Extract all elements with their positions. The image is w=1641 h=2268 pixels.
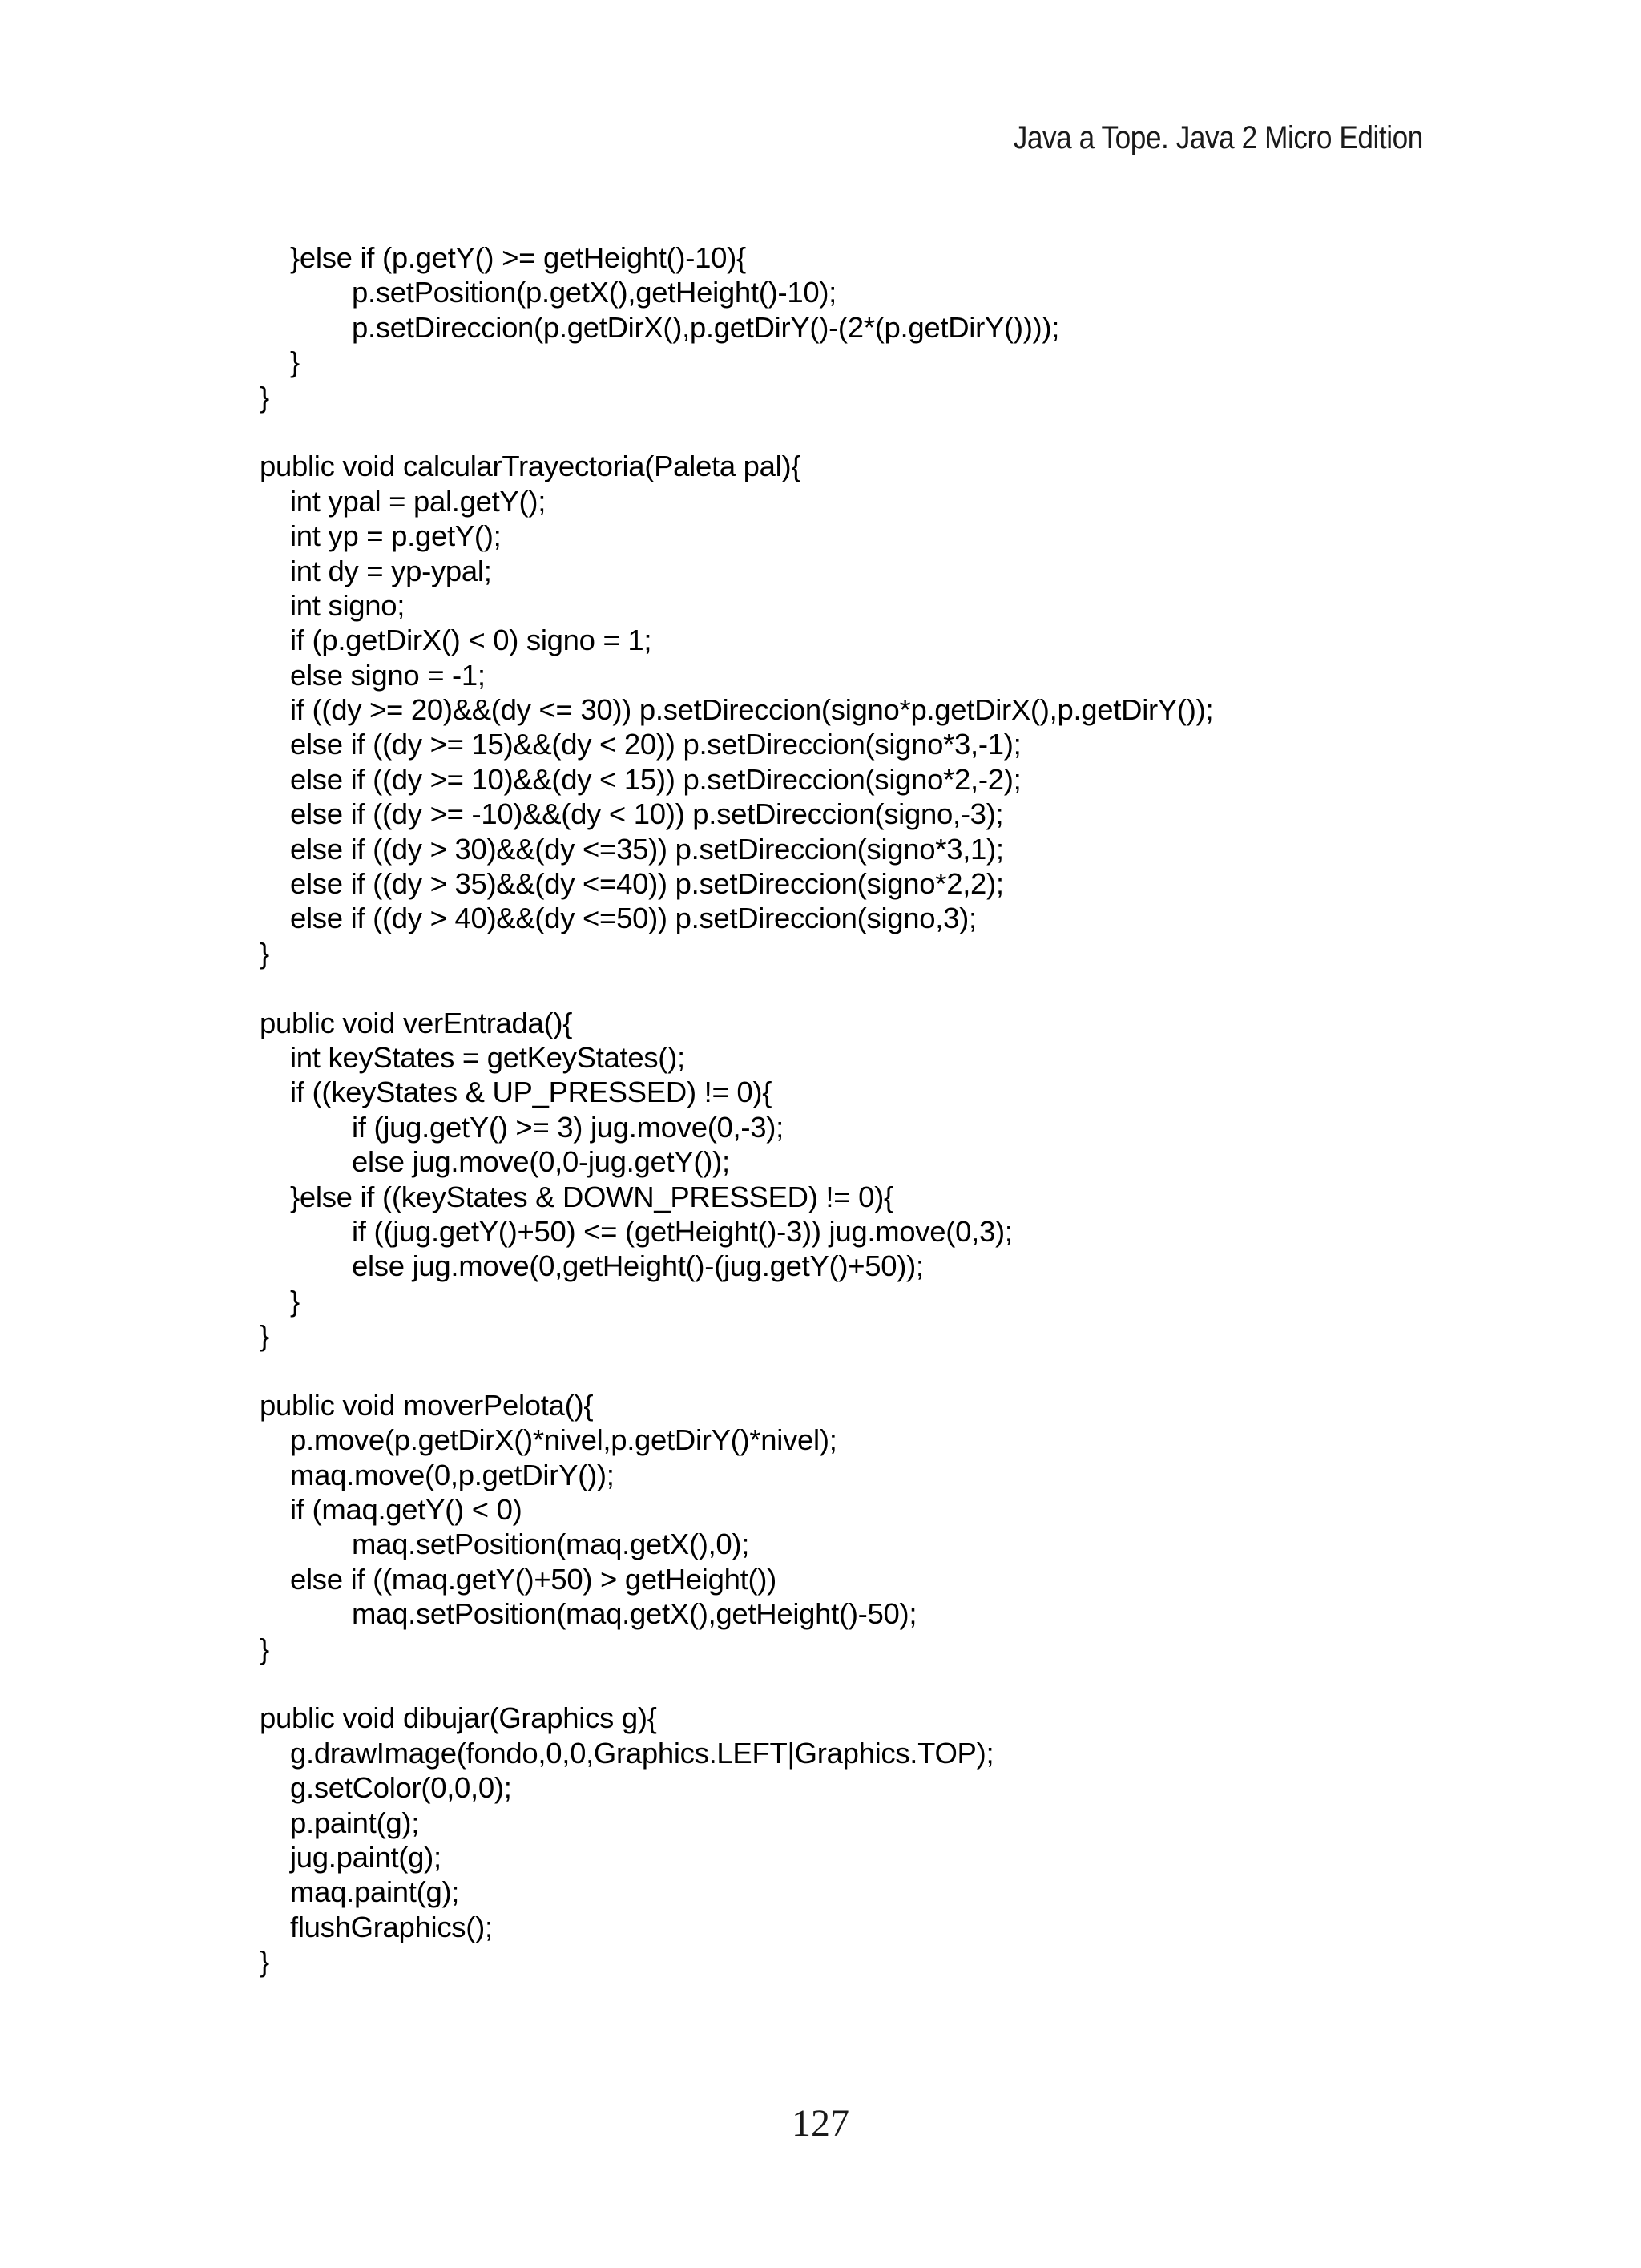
code-line: else if ((dy >= 10)&&(dy < 15)) p.setDireccion(signo*2,-2); <box>290 762 1022 796</box>
code-line: p.setDireccion(p.getDirX(),p.getDirY()-(2*(p.getDirY()))); <box>352 310 1060 344</box>
code-line <box>260 1666 1622 1701</box>
code-line: }else if (p.getY() >= getHeight()-10){ <box>290 241 746 274</box>
code-line: maq.move(0,p.getDirY()); <box>290 1458 615 1491</box>
code-line: else if ((dy >= -10)&&(dy < 10)) p.setDireccion(signo,-3); <box>290 797 1004 831</box>
code-line: int ypal = pal.getY(); <box>290 484 546 518</box>
code-line: else jug.move(0,getHeight()-(jug.getY()+50)); <box>352 1249 924 1283</box>
code-line: } <box>260 1945 269 1979</box>
code-line: g.drawImage(fondo,0,0,Graphics.LEFT|Graphics.TOP); <box>290 1736 994 1770</box>
code-line: p.setPosition(p.getX(),getHeight()-10); <box>352 276 837 309</box>
code-line: flushGraphics(); <box>290 1910 493 1943</box>
code-line: maq.setPosition(maq.getX(),0); <box>352 1527 750 1561</box>
code-line: } <box>260 1632 269 1665</box>
code-line: public void verEntrada(){ <box>260 1006 573 1039</box>
code-line <box>260 414 1622 449</box>
code-line: else if ((dy > 40)&&(dy <=50)) p.setDireccion(signo,3); <box>290 902 977 935</box>
code-line: if ((dy >= 20)&&(dy <= 30)) p.setDireccion(signo*p.getDirX(),p.getDirY()); <box>290 693 1214 727</box>
code-line: } <box>260 1319 269 1353</box>
code-line: int signo; <box>290 588 405 622</box>
code-line: else if ((dy > 35)&&(dy <=40)) p.setDireccion(signo*2,2); <box>290 867 1004 901</box>
code-line: } <box>290 1284 300 1318</box>
code-line: }else if ((keyStates & DOWN_PRESSED) != 0){ <box>290 1180 893 1213</box>
code-line: public void moverPelota(){ <box>260 1388 594 1422</box>
code-line: if (maq.getY() < 0) <box>290 1493 522 1527</box>
code-line: public void calcularTrayectoria(Paleta pal){ <box>260 450 801 483</box>
code-line: } <box>290 345 300 379</box>
code-line: p.move(p.getDirX()*nivel,p.getDirY()*nivel); <box>290 1423 837 1457</box>
code-line: maq.setPosition(maq.getX(),getHeight()-50); <box>352 1597 917 1631</box>
code-line: else if ((dy > 30)&&(dy <=35)) p.setDireccion(signo*3,1); <box>290 832 1004 866</box>
code-line: else signo = -1; <box>290 658 486 692</box>
page-number: 127 <box>792 2102 849 2145</box>
code-line: if (p.getDirX() < 0) signo = 1; <box>290 623 652 657</box>
code-line: int dy = yp-ypal; <box>290 554 492 587</box>
code-line <box>260 1354 1622 1388</box>
code-line: else if ((dy >= 15)&&(dy < 20)) p.setDireccion(signo*3,-1); <box>290 728 1022 761</box>
code-line: else jug.move(0,0-jug.getY()); <box>352 1145 730 1179</box>
code-line: if (jug.getY() >= 3) jug.move(0,-3); <box>352 1110 784 1144</box>
code-line: maq.paint(g); <box>290 1875 460 1909</box>
code-line: } <box>260 380 269 414</box>
code-line: g.setColor(0,0,0); <box>290 1771 512 1805</box>
code-line: if ((jug.getY()+50) <= (getHeight()-3)) jug.move(0,3); <box>352 1214 1013 1248</box>
code-line: int keyStates = getKeyStates(); <box>290 1040 685 1074</box>
code-line <box>260 971 1622 1005</box>
code-line: } <box>260 936 269 970</box>
running-header-title: Java a Tope. Java 2 Micro Edition <box>1013 120 1423 155</box>
code-line: public void dibujar(Graphics g){ <box>260 1701 657 1735</box>
code-line: if ((keyStates & UP_PRESSED) != 0){ <box>290 1075 772 1109</box>
code-line: p.paint(g); <box>290 1806 420 1839</box>
code-listing <box>260 240 1622 1979</box>
code-line: else if ((maq.getY()+50) > getHeight()) <box>290 1562 777 1596</box>
code-line: int yp = p.getY(); <box>290 519 502 553</box>
code-line: jug.paint(g); <box>290 1840 441 1874</box>
